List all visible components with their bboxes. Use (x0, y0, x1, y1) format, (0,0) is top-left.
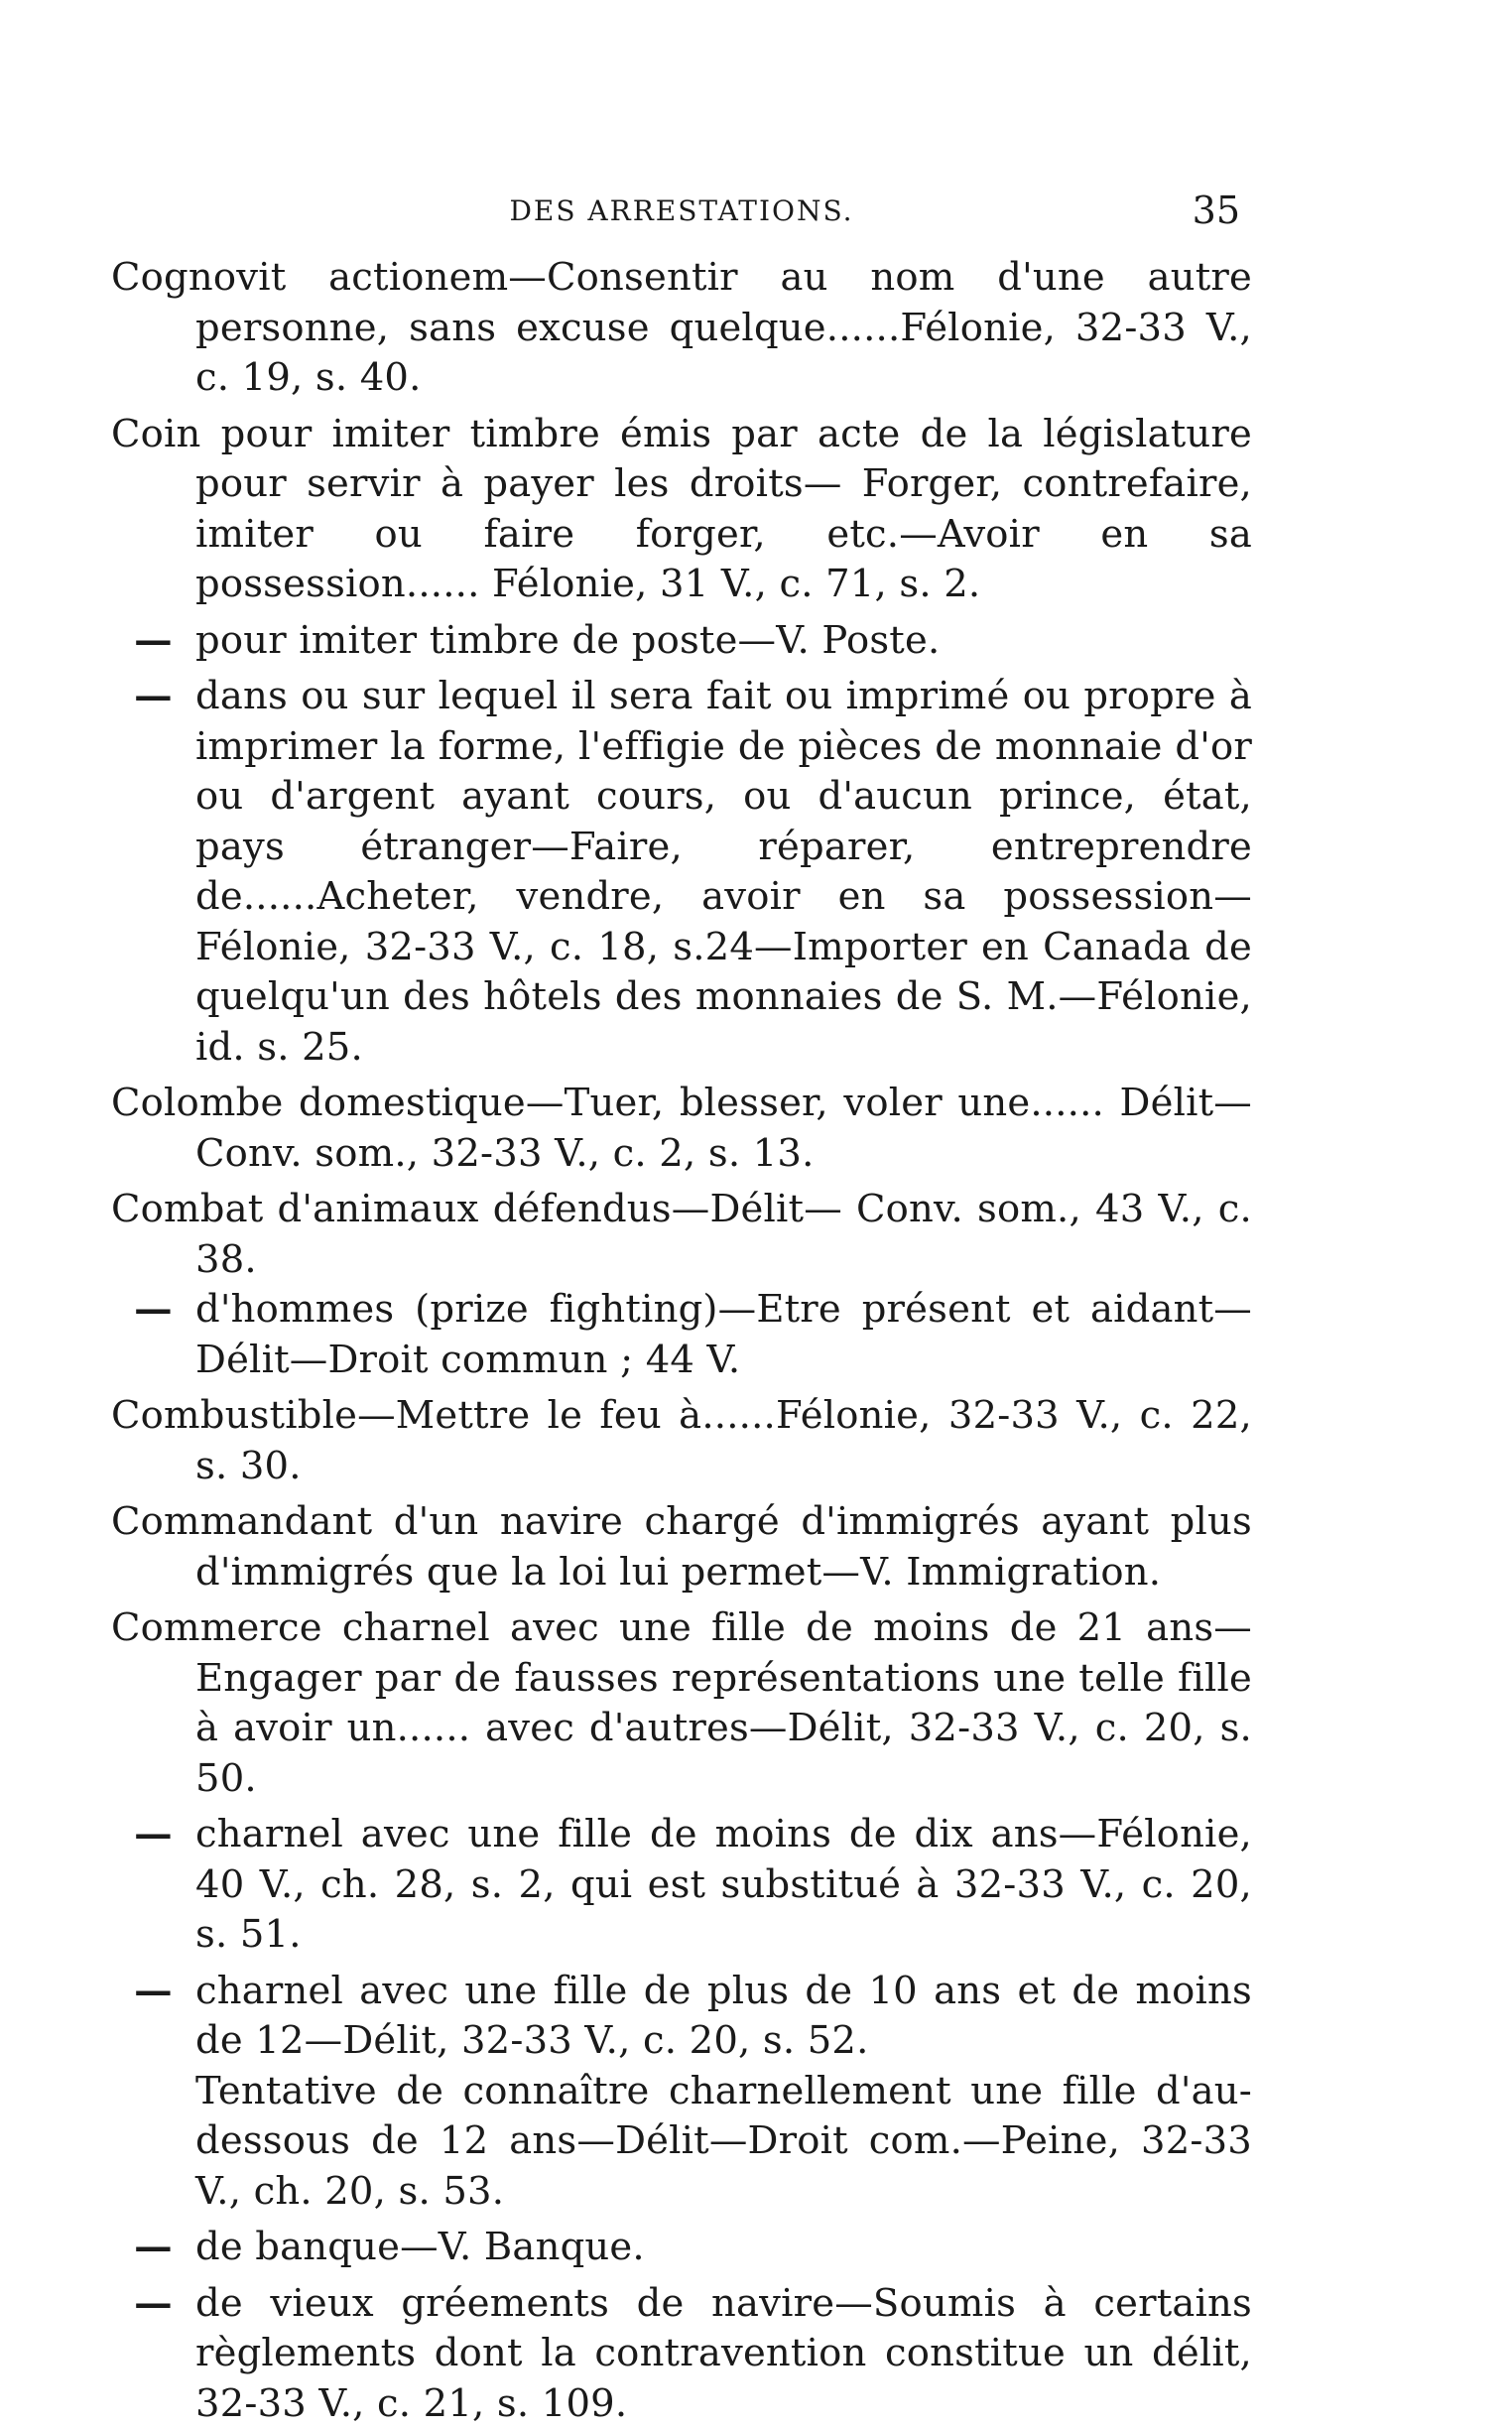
index-continuation (111, 2067, 1252, 2218)
entry-dash: — (111, 1810, 195, 1860)
index-subentry (111, 616, 1252, 667)
entry-text: charnel avec une fille de plus de 10 ans et de moins de 12—Délit, 32-33 V., c. 20, s. 52. (195, 1969, 1252, 2064)
index-entry (111, 1391, 1252, 1491)
index-subentry (111, 2223, 1252, 2273)
entry-text: charnel avec une fille de moins de dix ans—Félonie, 40 V., ch. 28, s. 2, qui est substitué à 32-33 V., c. 20, s. 51. (195, 1812, 1252, 1957)
entry-text: pour imiter timbre de poste—V. Poste. (195, 618, 940, 663)
page-number: 35 (1193, 189, 1240, 232)
index-subentry (111, 1967, 1252, 2067)
index-subentry (111, 1810, 1252, 1961)
index-entry (111, 1603, 1252, 1804)
index-entries (111, 253, 1252, 2429)
entry-text: Commandant d'un navire chargé d'immigrés ayant plus d'immigrés que la loi lui permet—V. Immigration. (111, 1499, 1252, 1595)
entry-text: d'hommes (prize fighting)—Etre présent et aidant—Délit—Droit commun ; 44 V. (195, 1287, 1252, 1382)
entry-text: dans ou sur lequel il sera fait ou imprimé ou propre à imprimer la forme, l'effigie de pièces de monnaie d'or ou d'argent ayant cours, ou d'aucun prince, état, pays étranger—Faire, réparer, entreprendre de......Acheter, vendre, avoir en sa possession—Félonie, 32-33 V., c. 18, s.24—Importer en Canada de quelqu'un des hôtels des monnaies de S. M.—Félonie, id. s. 25. (195, 674, 1252, 1070)
index-entry (111, 1185, 1252, 1285)
entry-text: de banque—V. Banque. (195, 2225, 645, 2269)
index-entry (111, 1497, 1252, 1598)
index-entry (111, 253, 1252, 404)
entry-dash: — (111, 672, 195, 722)
index-entry (111, 1079, 1252, 1179)
entry-dash: — (111, 1967, 195, 2017)
entry-text: Combustible—Mettre le feu à......Félonie, 32-33 V., c. 22, s. 30. (111, 1393, 1252, 1488)
index-entry (111, 410, 1252, 610)
entry-text: Commerce charnel avec une fille de moins de 21 ans—Engager par de fausses représentations une telle fille à avoir un...... avec d'autres—Délit, 32-33 V., c. 20, s. 50. (111, 1605, 1252, 1801)
entry-dash: — (111, 2223, 195, 2273)
running-title: DES ARRESTATIONS. (111, 194, 1252, 227)
entry-text: Colombe domestique—Tuer, blesser, voler une...... Délit—Conv. som., 32-33 V., c. 2, s. 13. (111, 1081, 1252, 1176)
entry-text: Cognovit actionem—Consentir au nom d'une autre personne, sans excuse quelque......Félonie, 32-33 V., c. 19, s. 40. (111, 255, 1252, 400)
index-subentry (111, 2279, 1252, 2429)
entry-dash: — (111, 2279, 195, 2330)
index-subentry (111, 672, 1252, 1073)
entry-text: Combat d'animaux défendus—Délit— Conv. som., 43 V., c. 38. (111, 1187, 1252, 1282)
entry-text: Coin pour imiter timbre émis par acte de la législature pour servir à payer les droits— Forger, contrefaire, imiter ou faire forger, etc.—Avoir en sa possession...... Félonie, 31 V., c. 71, s. 2. (111, 412, 1252, 607)
running-head (111, 189, 1252, 238)
index-subentry (111, 1285, 1252, 1385)
entry-dash: — (111, 616, 195, 667)
entry-text: Tentative de connaître charnellement une fille d'au-dessous de 12 ans—Délit—Droit com.—Peine, 32-33 V., ch. 20, s. 53. (195, 2069, 1252, 2214)
entry-text: de vieux gréements de navire—Soumis à certains règlements dont la contravention constitue un délit, 32-33 V., c. 21, s. 109. (195, 2281, 1252, 2426)
entry-dash: — (111, 1285, 195, 1336)
